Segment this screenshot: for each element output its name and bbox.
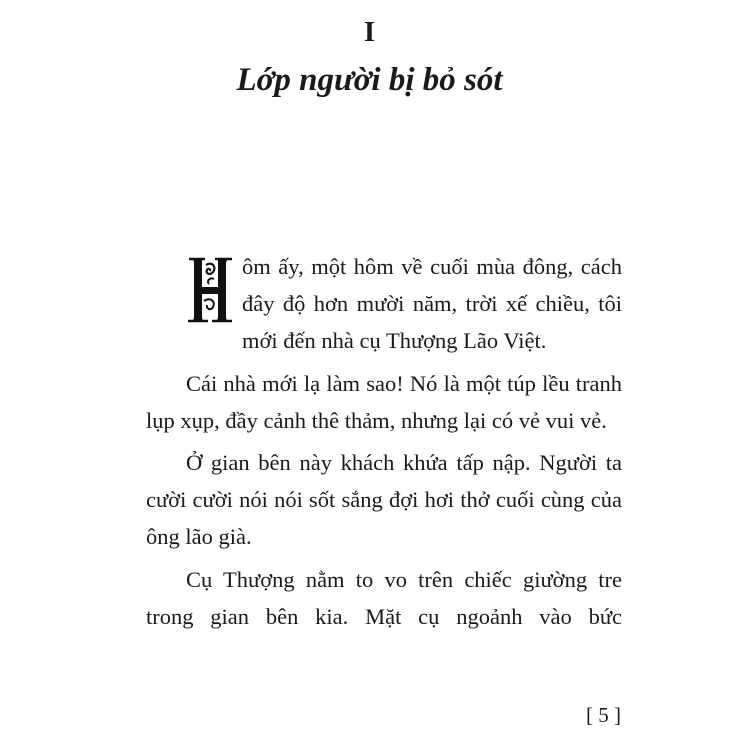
paragraph-2: Cái nhà mới lạ làm sao! Nó là một túp lều tranh lụp xụp, đầy cảnh thê thảm, nhưng lại có vẻ vui vẻ.	[146, 370, 622, 433]
chapter-number: I	[363, 16, 376, 48]
paragraph-1	[146, 248, 622, 359]
chapter-title: Lớp người bị bỏ sót	[236, 62, 503, 98]
paragraph-1-text: ôm ấy, một hôm về cuối mùa đông, cách đây độ hơn mười năm, trời xế chiều, tôi mới đến nhà cụ Thượng Lão Việt.	[242, 254, 622, 353]
paragraph-4: Cụ Thượng nằm to vo trên chiếc giường tre trong gian bên kia. Mặt cụ ngoảnh vào bức	[146, 566, 622, 629]
paragraph-3: Ở gian bên này khách khứa tấp nập. Người ta cười cười nói nói sốt sắng đợi hơi thở cuối cùng của ông lão già.	[146, 450, 622, 549]
chapter-body	[146, 248, 622, 640]
page-number: [ 5 ]	[586, 703, 621, 727]
ornamental-drop-cap-icon	[186, 257, 234, 323]
